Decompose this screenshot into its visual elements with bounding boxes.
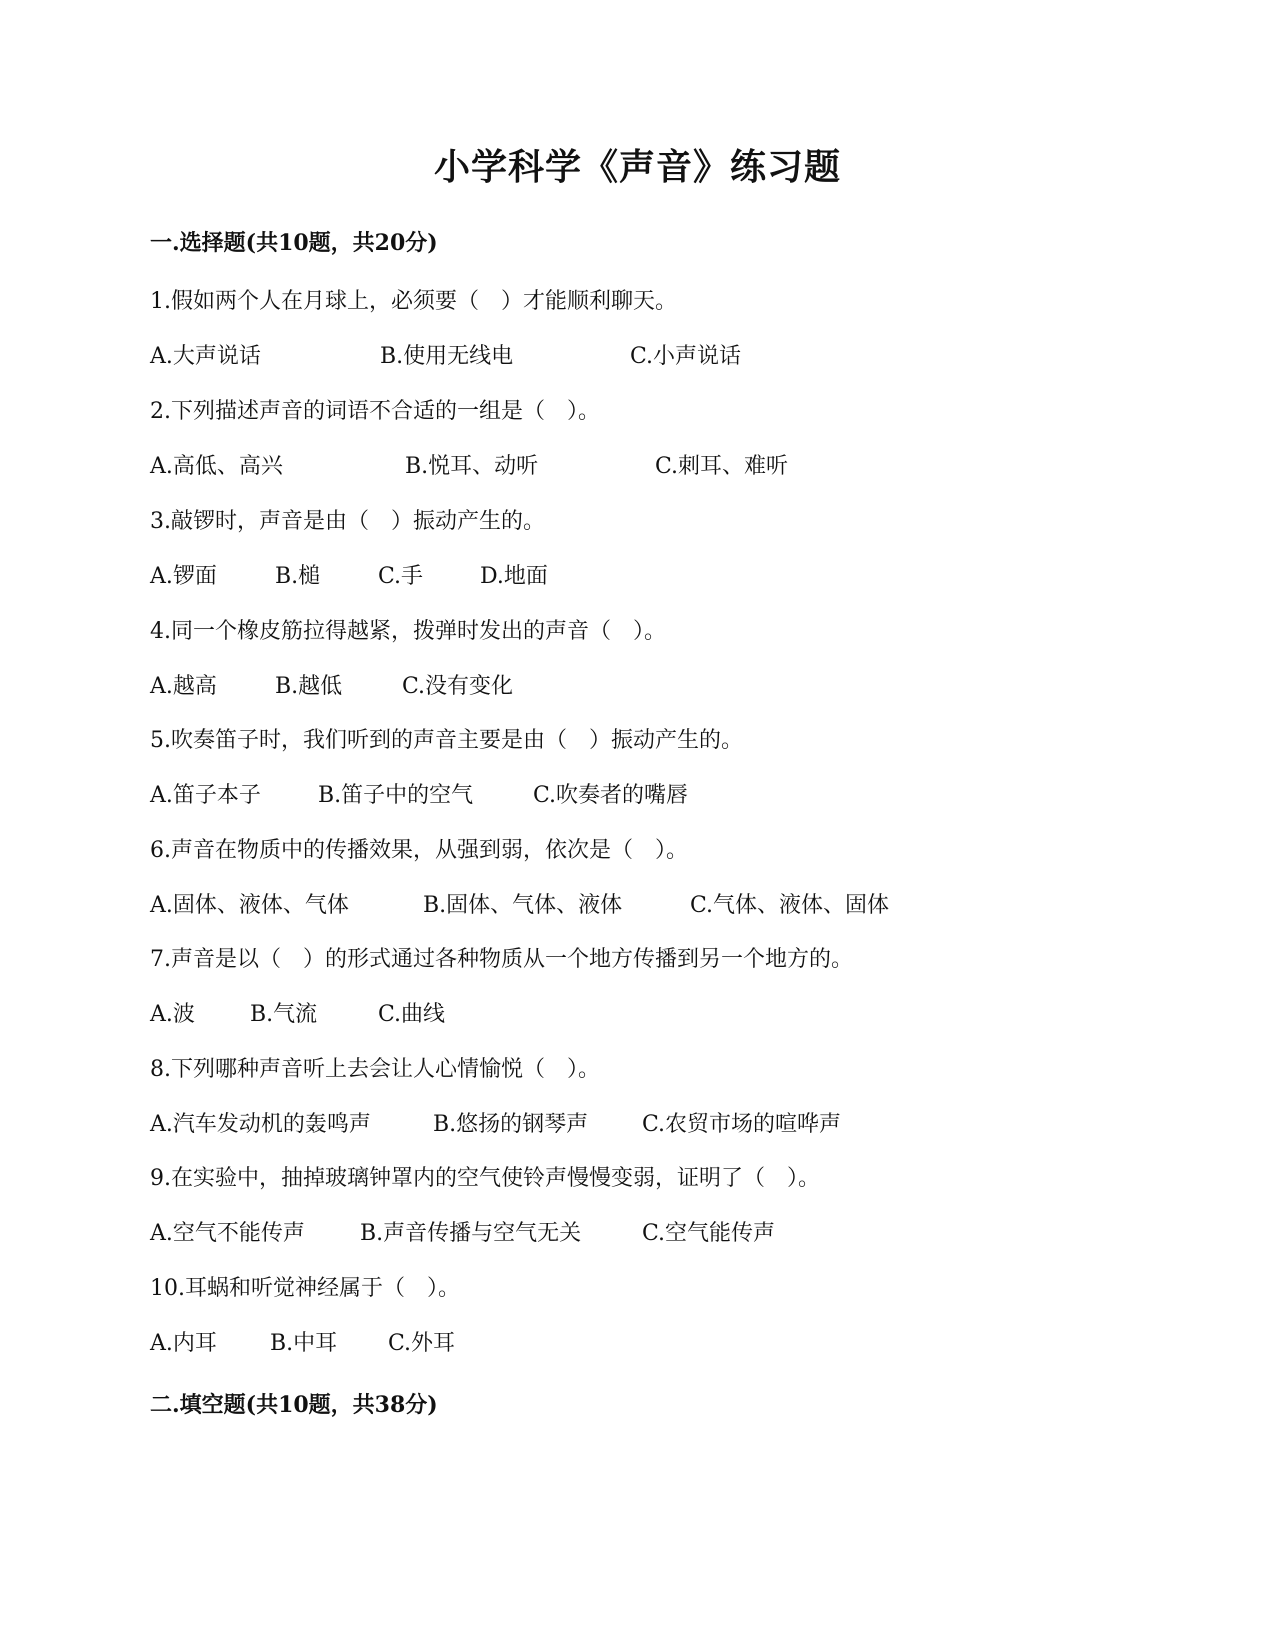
options-5 <box>150 780 1150 812</box>
question-1: 1.假如两个人在月球上，必须要（ ）才能顺利聊天。 <box>150 289 677 314</box>
option-3-a: A.锣面 <box>150 564 217 589</box>
option-2-a: A.高低、高兴 <box>150 454 283 479</box>
option-9-c: C.空气能传声 <box>642 1221 776 1246</box>
option-4-a: A.越高 <box>150 674 217 699</box>
options-7 <box>150 999 1150 1031</box>
option-5-c: C.吹奏者的嘴唇 <box>533 783 689 808</box>
option-3-d: D.地面 <box>480 564 548 589</box>
option-7-c: C.曲线 <box>378 1002 446 1027</box>
option-6-c: C.气体、液体、固体 <box>690 893 890 918</box>
options-10 <box>150 1328 1150 1360</box>
option-1-c: C.小声说话 <box>630 344 742 369</box>
option-8-c: C.农贸市场的喧哗声 <box>642 1112 842 1137</box>
option-6-a: A.固体、液体、气体 <box>150 893 349 918</box>
section-heading-choice: 一.选择题(共10题，共20分) <box>150 230 438 256</box>
option-7-b: B.气流 <box>250 1002 318 1027</box>
question-2: 2.下列描述声音的词语不合适的一组是（ ）。 <box>150 399 600 424</box>
options-3 <box>150 561 1150 593</box>
option-4-c: C.没有变化 <box>402 674 514 699</box>
question-6: 6.声音在物质中的传播效果，从强到弱，依次是（ ）。 <box>150 838 688 863</box>
option-3-b: B.槌 <box>275 564 321 589</box>
option-9-b: B.声音传播与空气无关 <box>360 1221 582 1246</box>
option-1-a: A.大声说话 <box>150 344 261 369</box>
option-10-c: C.外耳 <box>388 1331 456 1356</box>
option-4-b: B.越低 <box>275 674 343 699</box>
option-5-a: A.笛子本子 <box>150 783 261 808</box>
section-heading-fill-in: 二.填空题(共10题，共38分) <box>150 1392 438 1418</box>
question-4: 4.同一个橡皮筋拉得越紧，拨弹时发出的声音（ ）。 <box>150 619 666 644</box>
option-3-c: C.手 <box>378 564 424 589</box>
option-6-b: B.固体、气体、液体 <box>423 893 623 918</box>
options-8 <box>150 1109 1150 1141</box>
question-5: 5.吹奏笛子时，我们听到的声音主要是由（ ）振动产生的。 <box>150 728 743 753</box>
question-9: 9.在实验中，抽掉玻璃钟罩内的空气使铃声慢慢变弱，证明了（ ）。 <box>150 1166 820 1191</box>
option-8-a: A.汽车发动机的轰鸣声 <box>150 1112 371 1137</box>
document-title: 小学科学《声音》练习题 <box>433 146 841 188</box>
option-10-b: B.中耳 <box>270 1331 338 1356</box>
option-1-b: B.使用无线电 <box>380 344 514 369</box>
option-8-b: B.悠扬的钢琴声 <box>433 1112 589 1137</box>
option-2-c: C.刺耳、难听 <box>655 454 789 479</box>
options-4 <box>150 671 1150 703</box>
option-10-a: A.内耳 <box>150 1331 217 1356</box>
question-10: 10.耳蜗和听觉神经属于（ ）。 <box>150 1276 460 1301</box>
options-1 <box>150 341 1150 373</box>
option-2-b: B.悦耳、动听 <box>405 454 539 479</box>
options-9 <box>150 1218 1150 1250</box>
question-7: 7.声音是以（ ）的形式通过各种物质从一个地方传播到另一个地方的。 <box>150 947 853 972</box>
question-8: 8.下列哪种声音听上去会让人心情愉悦（ ）。 <box>150 1057 600 1082</box>
question-3: 3.敲锣时，声音是由（ ）振动产生的。 <box>150 509 545 534</box>
option-9-a: A.空气不能传声 <box>150 1221 305 1246</box>
options-2 <box>150 451 1150 483</box>
options-6 <box>150 890 1150 922</box>
option-5-b: B.笛子中的空气 <box>318 783 474 808</box>
option-7-a: A.波 <box>150 1002 195 1027</box>
